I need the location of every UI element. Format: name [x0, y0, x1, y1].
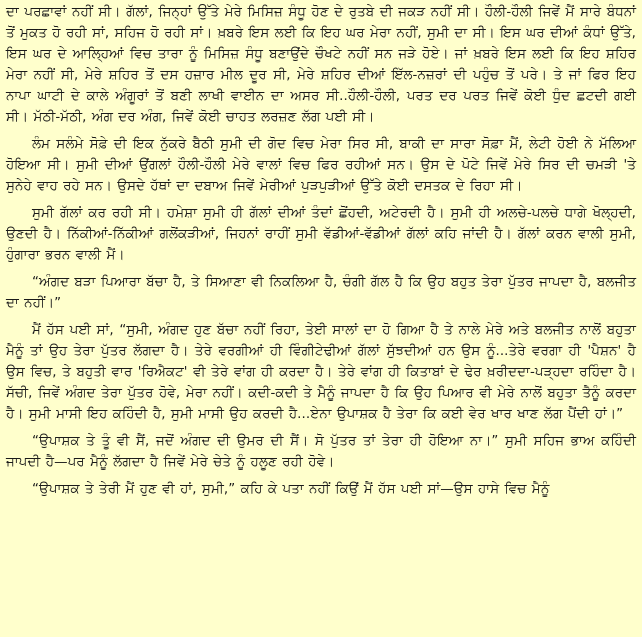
- paragraph-6: “ਉਪਾਸ਼ਕ ਤੇ ਤੂੰ ਵੀ ਸੈਂ, ਜਦੋਂ ਅੰਗਦ ਦੀ ਉਮਰ ਦੀ ਸੈਂ। ਸੋ ਪੁੱਤਰ ਤਾਂ ਤੇਰਾ ਹੀ ਹੋਇਆ ਨਾ।” ਸੁਮੀ ਸਹਿਜ ਭਾਅ ਕਹਿੰਦੀ ਜਾਪਦੀ ਹੈ—ਪਰ ਮੈਨੂੰ ਲੱਗਦਾ ਹੈ ਜਿਵੇਂ ਮੇਰੇ ਚੇਤੇ ਨੂੰ ਹਲੂਣ ਰਹੀ ਹੋਵੇ।: [6, 434, 636, 470]
- paragraph-1: ਦਾ ਪਰਛਾਵਾਂ ਨਹੀਂ ਸੀ। ਗੱਲਾਂ, ਜਿਨ੍ਹਾਂ ਉੱਤੇ ਮੇਰੇ ਮਿਸਿਜ਼ ਸੰਧੂ ਹੋਣ ਦੇ ਰੁਤਬੇ ਦੀ ਜਕੜ ਨਹੀਂ ਸੀ। ਹੌਲੀ-ਹੌਲੀ ਜਿਵੇਂ ਮੈਂ ਸਾਰੇ ਬੰਧਨਾਂ ਤੋਂ ਮੁਕਤ ਹੋ ਰਹੀ ਸਾਂ, ਸਹਿਜ ਹੋ ਰਹੀ ਸਾਂ। ਖ਼ਬਰੇ ਇਸ ਲਈ ਕਿ ਇਹ ਘਰ ਮੇਰਾ ਨਹੀਂ, ਸੁਮੀ ਦਾ ਸੀ। ਇਸ ਘਰ ਦੀਆਂ ਕੰਧਾਂ ਉੱਤੇ, ਇਸ ਘਰ ਦੇ ਆਲ੍ਹਿਆਂ ਵਿਚ ਤਾਰਾ ਨੂੰ ਮਿਸਿਜ਼ ਸੰਧੂ ਬਣਾਉਂਦੇ ਚੌਖਟੇ ਨਹੀਂ ਸਨ ਜੜੇ ਹੋਏ। ਜਾਂ ਖ਼ਬਰੇ ਇਸ ਲਈ ਕਿ ਇਹ ਸ਼ਹਿਰ ਮੇਰਾ ਨਹੀਂ ਸੀ, ਮੇਰੇ ਸ਼ਹਿਰ ਤੋਂ ਦਸ ਹਜ਼ਾਰ ਮੀਲ ਦੂਰ ਸੀ, ਮੇਰੇ ਸ਼ਹਿਰ ਦੀਆਂ ਇੱਲ-ਨਜ਼ਰਾਂ ਦੀ ਪਹੁੰਚ ਤੋਂ ਪਰੇ। ਤੇ ਜਾਂ ਫਿਰ ਇਹ ਨਾਪਾ ਘਾਟੀ ਦੇ ਕਾਲੇ ਅੰਗੂਰਾਂ ਤੋਂ ਬਣੀ ਲਾਖੀ ਵਾਈਨ ਦਾ ਅਸਰ ਸੀ..ਹੌਲੀ-ਹੌਲੀ, ਪਰਤ ਦਰ ਪਰਤ ਜਿਵੇਂ ਕੋਈ ਧੁੰਦ ਛਟਦੀ ਗਈ ਸੀ। ਮੱਠੀ-ਮੱਠੀ, ਅੰਗ ਦਰ ਅੰਗ, ਜਿਵੇਂ ਕੋਈ ਚਾਹਤ ਲਰਜ਼ਣ ਲੱਗ ਪਈ ਸੀ।: [6, 5, 636, 125]
- paragraph-7: “ਉਪਾਸ਼ਕ ਤੇ ਤੇਰੀ ਮੈਂ ਹੁਣ ਵੀ ਹਾਂ, ਸੁਮੀ,” ਕਹਿ ਕੇ ਪਤਾ ਨਹੀਂ ਕਿਉਂ ਮੈਂ ਹੱਸ ਪਈ ਸਾਂ—ਉਸ ਹਾਸੇ ਵਿਚ ਮੈਨੂੰ: [32, 482, 550, 497]
- paragraph-3: ਸੁਮੀ ਗੱਲਾਂ ਕਰ ਰਹੀ ਸੀ। ਹਮੇਸ਼ਾ ਸੁਮੀ ਹੀ ਗੱਲਾਂ ਦੀਆਂ ਤੰਦਾਂ ਛੋਂਹਦੀ, ਅਟੇਰਦੀ ਹੈ। ਸੁਮੀ ਹੀ ਅਲਚੇ-ਪਲਚੇ ਧਾਗੇ ਖੋਲ੍ਹਦੀ, ਉਣਦੀ ਹੈ। ਨਿੱਕੀਆਂ-ਨਿੱਕੀਆਂ ਗਲੋਂਕੜੀਆਂ, ਜਿਹਨਾਂ ਰਾਹੀਂ ਸੁਮੀ ਵੱਡੀਆਂ-ਵੱਡੀਆਂ ਗੱਲਾਂ ਕਹਿ ਜਾਂਦੀ ਹੈ। ਗੱਲਾਂ ਕਰਨ ਵਾਲੀ ਸੁਮੀ, ਹੁੰਗਾਰਾ ਭਰਨ ਵਾਲੀ ਮੈਂ।: [6, 206, 636, 263]
- paragraph-5: ਮੈਂ ਹੱਸ ਪਈ ਸਾਂ, “ਸੁਮੀ, ਅੰਗਦ ਹੁਣ ਬੱਚਾ ਨਹੀਂ ਰਿਹਾ, ਤੇਈ ਸਾਲਾਂ ਦਾ ਹੋ ਗਿਆ ਹੈ ਤੇ ਨਾਲੇ ਮੇਰੇ ਅਤੇ ਬਲਜੀਤ ਨਾਲੋਂ ਬਹੁਤਾ ਮੈਨੂੰ ਤਾਂ ਉਹ ਤੇਰਾ ਪੁੱਤਰ ਲੱਗਦਾ ਹੈ। ਤੇਰੇ ਵਰਗੀਆਂ ਹੀ ਵਿੰਗੀਟੇਢੀਆਂ ਗੱਲਾਂ ਸੁੱਝਦੀਆਂ ਹਨ ਉਸ ਨੂੰ...ਤੇਰੇ ਵਰਗਾ ਹੀ 'ਪੈਸ਼ਨ' ਹੈ ਉਸ ਵਿਚ, ਤੇ ਬਹੁਤੀ ਵਾਰ 'ਰਿਐਕਟ' ਵੀ ਤੇਰੇ ਵਾਂਗ ਹੀ ਕਰਦਾ ਹੈ। ਤੇਰੇ ਵਾਂਗ ਹੀ ਕਿਤਾਬਾਂ ਦੇ ਢੇਰ ਖ਼ਰੀਦਦਾ-ਪੜ੍ਹਦਾ ਰਹਿੰਦਾ ਹੈ। ਸੱਚੀ, ਜਿਵੇਂ ਅੰਗਦ ਤੇਰਾ ਪੁੱਤਰ ਹੋਵੇ, ਮੇਰਾ ਨਹੀਂ। ਕਦੀ-ਕਦੀ ਤੇ ਮੈਨੂੰ ਜਾਪਦਾ ਹੈ ਕਿ ਉਹ ਪਿਆਰ ਵੀ ਮੇਰੇ ਨਾਲੋਂ ਬਹੁਤਾ ਤੈਨੂੰ ਕਰਦਾ ਹੈ। ਸੁਮੀ ਮਾਸੀ ਇਹ ਕਹਿੰਦੀ ਹੈ, ਸੁਮੀ ਮਾਸੀ ਉਹ ਕਰਦੀ ਹੈ...ਏਨਾ ਉਪਾਸ਼ਕ ਹੈ ਤੇਰਾ ਕਿ ਕਈ ਵੇਰ ਖਾਰ ਖਾਣ ਲੱਗ ਪੈਂਦੀ ਹਾਂ।”: [6, 323, 636, 422]
- paragraph-4: “ਅੰਗਦ ਬੜਾ ਪਿਆਰਾ ਬੱਚਾ ਹੈ, ਤੇ ਸਿਆਣਾ ਵੀ ਨਿਕਲਿਆ ਹੈ, ਚੰਗੀ ਗੱਲ ਹੈ ਕਿ ਉਹ ਬਹੁਤ ਤੇਰਾ ਪੁੱਤਰ ਜਾਪਦਾ ਹੈ, ਬਲਜੀਤ ਦਾ ਨਹੀਂ।”: [6, 275, 636, 311]
- paragraph-2: ਲੰਮ ਸਲੰਮੇ ਸੋਫ਼ੇ ਦੀ ਇਕ ਨੁੱਕਰੇ ਬੈਠੀ ਸੁਮੀ ਦੀ ਗੋਦ ਵਿਚ ਮੇਰਾ ਸਿਰ ਸੀ, ਬਾਕੀ ਦਾ ਸਾਰਾ ਸੋਫ਼ਾ ਮੈਂ, ਲੇਟੀ ਹੋਈ ਨੇ ਮੱਲਿਆ ਹੋਇਆ ਸੀ। ਸੁਮੀ ਦੀਆਂ ਉਂਗਲਾਂ ਹੌਲੀ-ਹੌਲੀ ਮੇਰੇ ਵਾਲਾਂ ਵਿਚ ਫਿਰ ਰਹੀਆਂ ਸਨ। ਉਸ ਦੇ ਪੋਟੇ ਜਿਵੇਂ ਮੇਰੇ ਸਿਰ ਦੀ ਚਮੜੀ 'ਤੇ ਸੁਨੇਹੇ ਵਾਹ ਰਹੇ ਸਨ। ਉਸਦੇ ਹੱਥਾਂ ਦਾ ਦਬਾਅ ਜਿਵੇਂ ਮੇਰੀਆਂ ਪੁੜਪੁੜੀਆਂ ਉੱਤੇ ਕੋਈ ਦਸਤਕ ਦੇ ਰਿਹਾ ਸੀ।: [6, 137, 636, 194]
